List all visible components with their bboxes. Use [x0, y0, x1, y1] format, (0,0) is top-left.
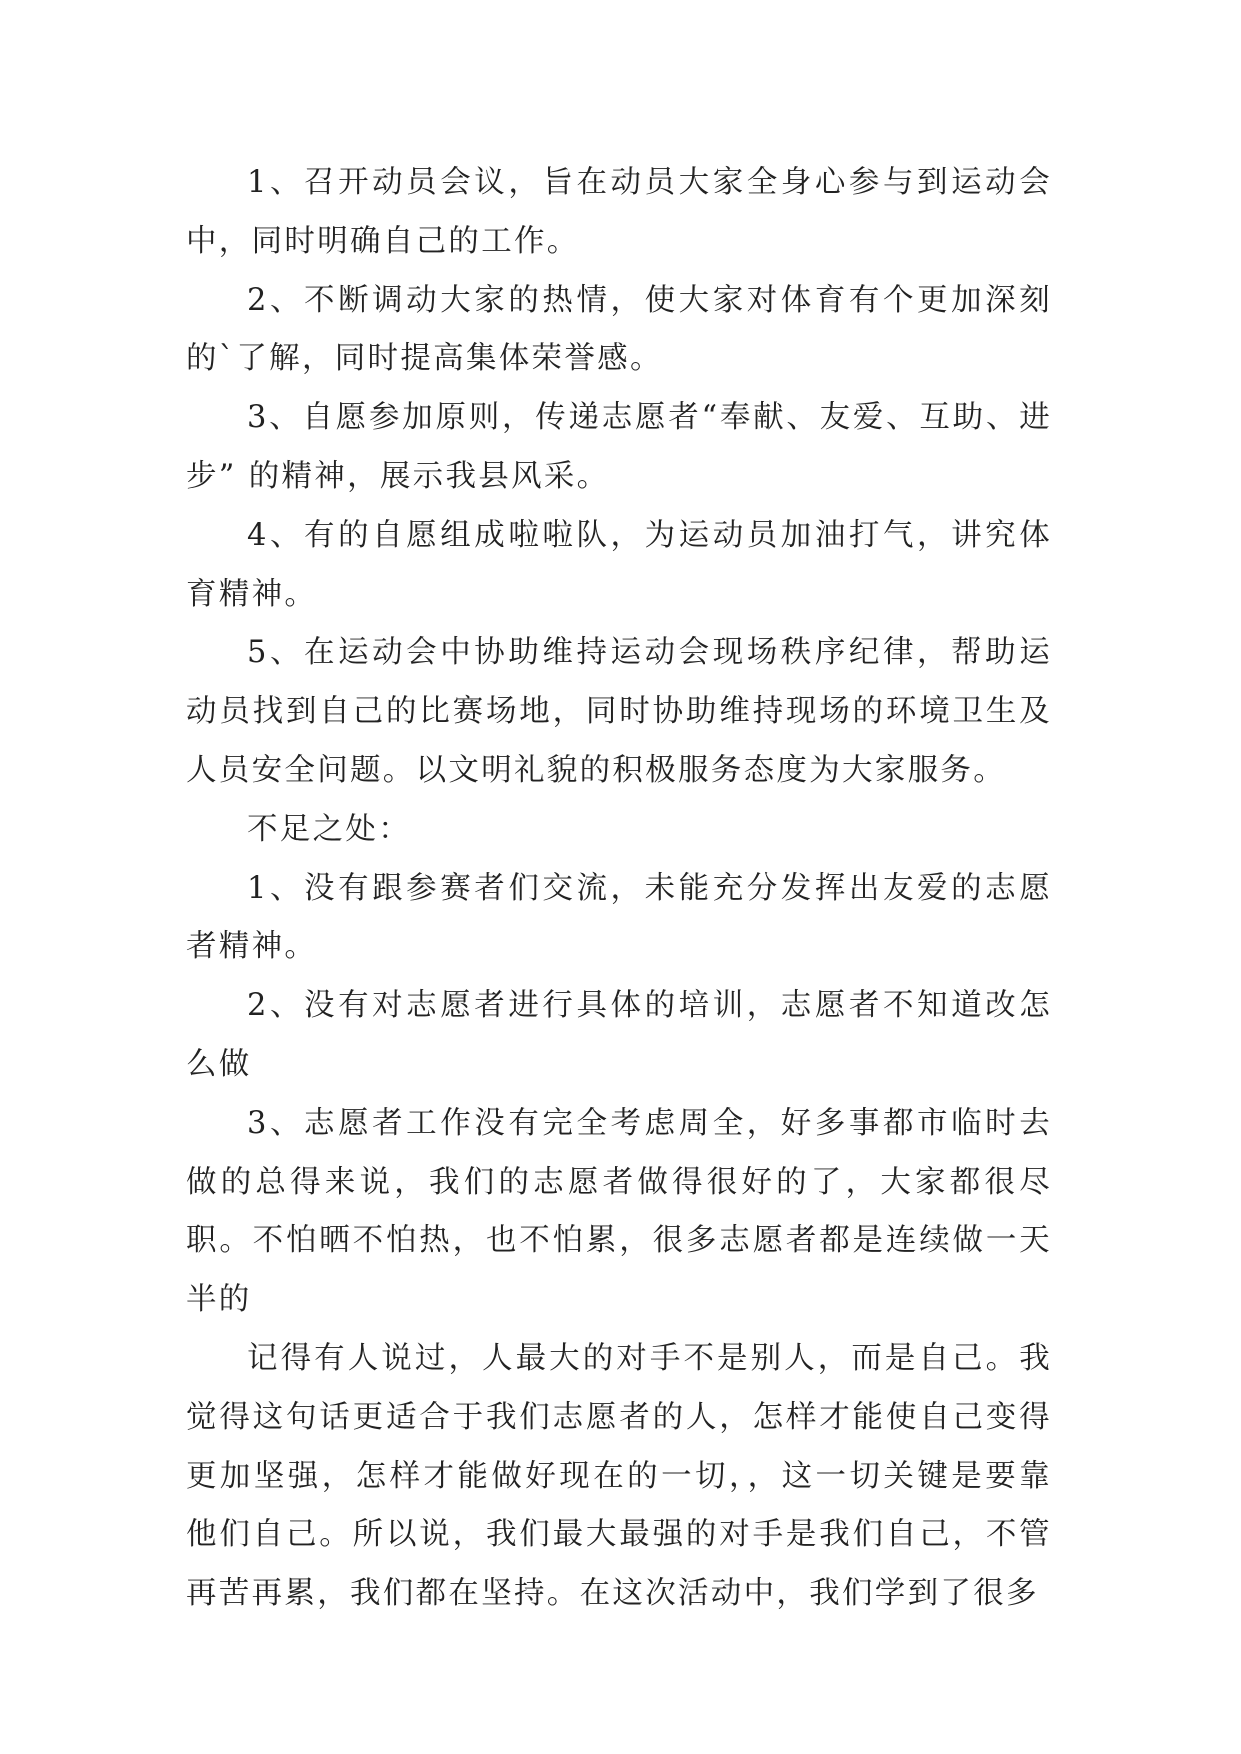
shortcoming-3: 3、志愿者工作没有完全考虑周全，好多事都市临时去做的总得来说，我们的志愿者做得很好的了，大家都很尽职。不怕晒不怕热，也不怕累，很多志愿者都是连续做一天半的: [186, 1105, 1052, 1318]
closing-paragraph: 记得有人说过，人最大的对手不是别人，而是自己。我觉得这句话更适合于我们志愿者的人，怎样才能使自己变得更加坚强，怎样才能做好现在的一切，，这一切关键是要靠他们自己。所以说，我们最大最强的对手是我们自己，不管再苦再累，我们都在坚持。在这次活动中，我们学到了很多: [186, 1340, 1052, 1612]
paragraph-4: 4、有的自愿组成啦啦队，为运动员加油打气，讲究体育精神。: [186, 517, 1052, 612]
paragraph-1: 1、召开动员会议，旨在动员大家全身心参与到运动会中，同时明确自己的工作。: [186, 165, 1052, 259]
shortcoming-2: 2、没有对志愿者进行具体的培训，志愿者不知道改怎么做: [186, 988, 1052, 1082]
document-body: [186, 154, 1052, 1624]
shortcomings-heading: 不足之处：: [247, 811, 411, 847]
shortcoming-1: 1、没有跟参赛者们交流，未能充分发挥出友爱的志愿者精神。: [186, 870, 1052, 965]
paragraph-2: 2、不断调动大家的热情，使大家对体育有个更加深刻的`了解，同时提高集体荣誉感。: [186, 282, 1052, 377]
paragraph-5: 5、在运动会中协助维持运动会现场秩序纪律，帮助运动员找到自己的比赛场地，同时协助维持现场的环境卫生及人员安全问题。以文明礼貌的积极服务态度为大家服务。: [186, 635, 1052, 788]
paragraph-3: 3、自愿参加原则，传递志愿者“奉献、友爱、互助、进步” 的精神，展示我县风采。: [186, 400, 1052, 494]
